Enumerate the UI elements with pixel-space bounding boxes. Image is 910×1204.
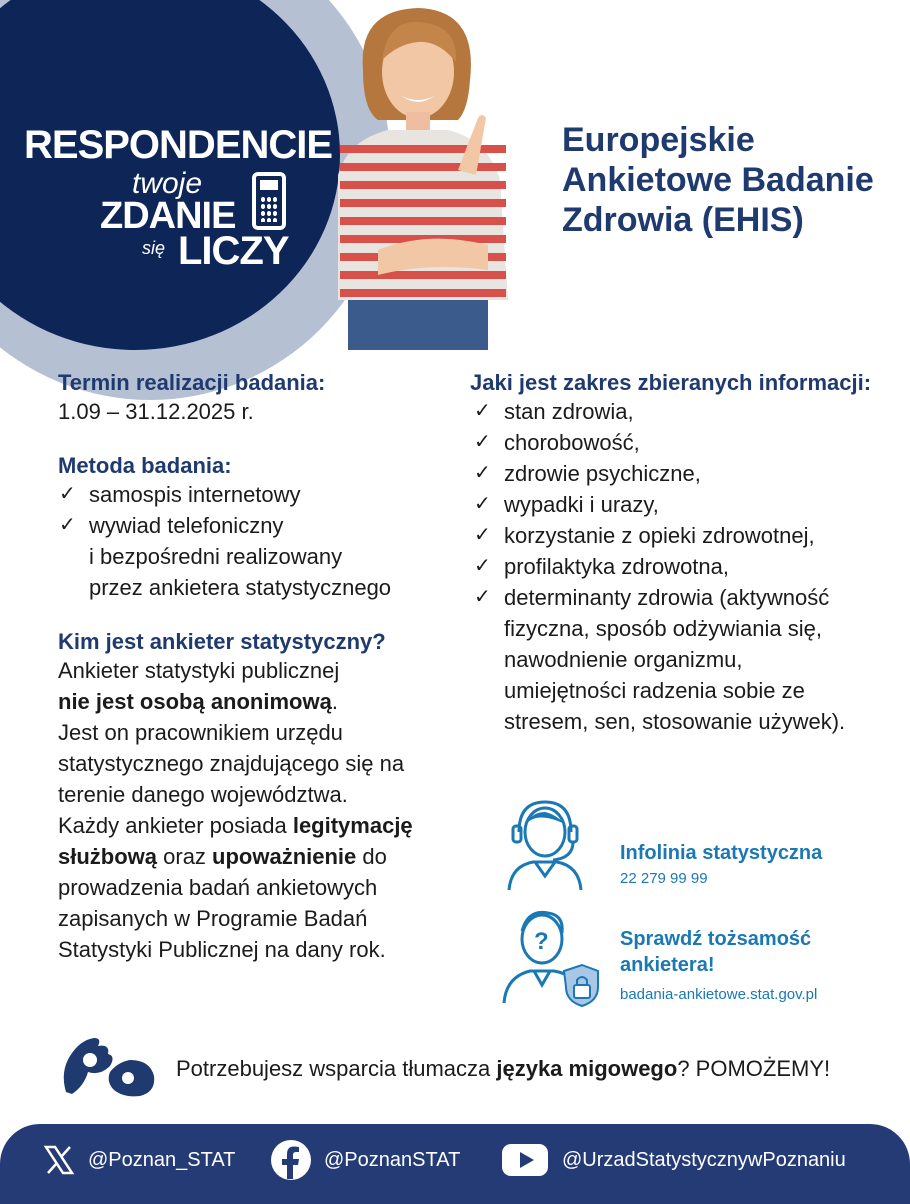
x-logo-icon bbox=[42, 1143, 76, 1177]
logo-line-zdanie: ZDANIE bbox=[100, 195, 236, 237]
list-item: ✓ korzystanie z opieki zdrowotnej, bbox=[470, 520, 890, 551]
scope-list bbox=[470, 396, 890, 737]
verify-title-2: ankietera! bbox=[620, 954, 715, 976]
list-item: ✓ stan zdrowia, bbox=[470, 396, 890, 427]
calculator-icon bbox=[252, 172, 286, 230]
check-icon: ✓ bbox=[474, 493, 491, 515]
left-column bbox=[58, 370, 448, 965]
sign-language-text: Potrzebujesz wsparcia tłumacza języka migowego? POMOŻEMY! bbox=[176, 1056, 831, 1081]
sign-language-icon bbox=[58, 1032, 158, 1098]
facebook-logo-icon bbox=[270, 1139, 312, 1181]
right-column bbox=[470, 370, 890, 737]
title-line-2: Ankietowe Badanie bbox=[562, 161, 874, 199]
logo-line-twoje: twoje bbox=[132, 167, 203, 200]
check-icon: ✓ bbox=[59, 483, 76, 505]
list-item: ✓ chorobowość, bbox=[470, 427, 890, 458]
verify-block bbox=[620, 926, 817, 1003]
logo-line-liczy: LICZY bbox=[178, 229, 289, 273]
infoline-title: Infolinia statystyczna bbox=[620, 842, 823, 864]
verify-url-link[interactable]: badania-ankietowe.stat.gov.pl bbox=[620, 986, 818, 1003]
social-youtube-handle: @UrzadStatystycznywPoznaniu bbox=[562, 1148, 846, 1171]
youtube-logo-icon bbox=[500, 1143, 550, 1177]
term-value: 1.09 – 31.12.2025 r. bbox=[58, 399, 254, 424]
check-icon: ✓ bbox=[474, 462, 491, 484]
check-icon: ✓ bbox=[474, 400, 491, 422]
check-icon: ✓ bbox=[474, 586, 491, 608]
interviewer-text: Ankieter statystyki publicznej nie jest osobą anonimową. Jest on pracownikiem urzędu statystycznego znajdującego się na terenie danego województwa. Każdy ankieter posiada legitymację służbową oraz upoważnienie do prowadzenia badań ankietowych zapisanych w Programie Badań Statystyki Publicznej na dany rok. bbox=[58, 658, 413, 962]
list-item: ✓ wywiad telefoniczny i bezpośredni realizowany przez ankietera statystycznego bbox=[55, 510, 448, 603]
logo-line-sie: się bbox=[142, 238, 166, 258]
woman-photo bbox=[318, 0, 518, 350]
term-heading: Termin realizacji badania: bbox=[58, 370, 326, 395]
check-icon: ✓ bbox=[59, 514, 76, 536]
logo-line-respondencie: RESPONDENCIE bbox=[24, 123, 333, 167]
social-x-handle: @Poznan_STAT bbox=[88, 1148, 236, 1171]
verify-identity-icon bbox=[500, 905, 600, 1007]
interviewer-heading: Kim jest ankieter statystyczny? bbox=[58, 629, 386, 654]
social-youtube[interactable] bbox=[500, 1142, 846, 1178]
survey-title bbox=[562, 120, 874, 240]
social-x[interactable] bbox=[42, 1142, 235, 1178]
check-icon: ✓ bbox=[474, 524, 491, 546]
infoline-block bbox=[620, 840, 822, 887]
list-item: ✓ determinanty zdrowia (aktywność fizyczna, sposób odżywiania się, nawodnienie organizmu, umiejętności radzenia sobie ze stresem, sen, stosowanie używek). bbox=[470, 582, 890, 737]
method-heading: Metoda badania: bbox=[58, 453, 232, 478]
list-item: ✓ wypadki i urazy, bbox=[470, 489, 890, 520]
list-item: ✓ profilaktyka zdrowotna, bbox=[470, 551, 890, 582]
title-line-3: Zdrowia (EHIS) bbox=[562, 201, 804, 239]
infoline-phone[interactable]: 22 279 99 99 bbox=[620, 870, 708, 887]
social-facebook-handle: @PoznanSTAT bbox=[324, 1148, 461, 1171]
list-item: ✓ samospis internetowy bbox=[55, 479, 448, 510]
svg-text:?: ? bbox=[534, 928, 549, 955]
campaign-logo bbox=[24, 123, 333, 273]
verify-title-1: Sprawdź tożsamość bbox=[620, 928, 812, 950]
social-facebook[interactable] bbox=[270, 1142, 460, 1178]
scope-heading: Jaki jest zakres zbieranych informacji: bbox=[470, 370, 872, 395]
method-list bbox=[55, 479, 448, 603]
headset-operator-icon bbox=[505, 796, 585, 892]
list-item: ✓ zdrowie psychiczne, bbox=[470, 458, 890, 489]
check-icon: ✓ bbox=[474, 555, 491, 577]
check-icon: ✓ bbox=[474, 431, 491, 453]
title-line-1: Europejskie bbox=[562, 121, 755, 159]
